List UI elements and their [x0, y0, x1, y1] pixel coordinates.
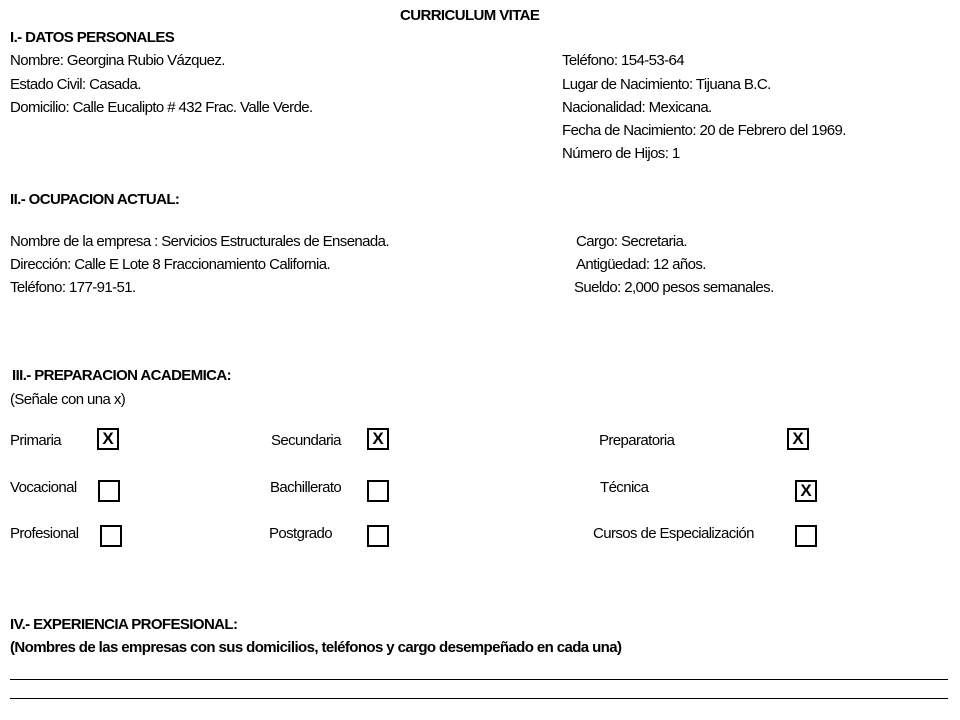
personal-marital-status: Estado Civil: Casada.	[10, 76, 141, 93]
personal-children: Número de Hijos: 1	[562, 145, 680, 162]
option-label-cursos-especializacion: Cursos de Especialización	[593, 525, 754, 542]
option-label-bachillerato: Bachillerato	[270, 479, 342, 496]
checkbox-secundaria[interactable]: X	[367, 428, 389, 450]
checkbox-postgrado[interactable]	[367, 525, 389, 547]
occupation-company: Nombre de la empresa : Servicios Estructurales de Ensenada.	[10, 233, 389, 250]
section-heading-experience: IV.- EXPERIENCIA PROFESIONAL:	[10, 616, 238, 633]
checkbox-profesional[interactable]	[100, 525, 122, 547]
academic-instruction: (Señale con una x)	[10, 391, 126, 408]
occupation-address: Dirección: Calle E Lote 8 Fraccionamiento California.	[10, 256, 331, 273]
answer-line-1	[10, 679, 948, 680]
document-title: CURRICULUM VITAE	[400, 7, 540, 24]
checkbox-tecnica[interactable]: X	[795, 480, 817, 502]
experience-instruction: (Nombres de las empresas con sus domicilios, teléfonos y cargo desempeñado en cada una)	[10, 639, 622, 656]
checkbox-bachillerato[interactable]	[367, 480, 389, 502]
checkbox-vocacional[interactable]	[98, 480, 120, 502]
occupation-phone: Teléfono: 177-91-51.	[10, 279, 136, 296]
section-heading-personal: I.- DATOS PERSONALES	[10, 29, 175, 46]
answer-line-2	[10, 698, 948, 699]
checkbox-preparatoria[interactable]: X	[787, 428, 809, 450]
option-label-preparatoria: Preparatoria	[599, 432, 675, 449]
option-label-primaria: Primaria	[10, 432, 62, 449]
personal-nationality: Nacionalidad: Mexicana.	[562, 99, 712, 116]
checkbox-cursos-especializacion[interactable]	[795, 525, 817, 547]
option-label-profesional: Profesional	[10, 525, 79, 542]
personal-birthdate: Fecha de Nacimiento: 20 de Febrero del 1969.	[562, 122, 846, 139]
occupation-position: Cargo: Secretaria.	[576, 233, 687, 250]
occupation-salary: Sueldo: 2,000 pesos semanales.	[574, 279, 774, 296]
option-label-tecnica: Técnica	[600, 479, 649, 496]
personal-phone: Teléfono: 154-53-64	[562, 52, 685, 69]
section-heading-occupation: II.- OCUPACION ACTUAL:	[10, 191, 180, 208]
personal-birthplace: Lugar de Nacimiento: Tijuana B.C.	[562, 76, 771, 93]
section-heading-academic: III.- PREPARACION ACADEMICA:	[12, 367, 232, 384]
personal-name: Nombre: Georgina Rubio Vázquez.	[10, 52, 225, 69]
personal-address: Domicilio: Calle Eucalipto # 432 Frac. Valle Verde.	[10, 99, 313, 116]
checkbox-primaria[interactable]: X	[97, 428, 119, 450]
option-label-secundaria: Secundaria	[271, 432, 341, 449]
occupation-seniority: Antigüedad: 12 años.	[576, 256, 706, 273]
option-label-vocacional: Vocacional	[10, 479, 77, 496]
option-label-postgrado: Postgrado	[269, 525, 332, 542]
